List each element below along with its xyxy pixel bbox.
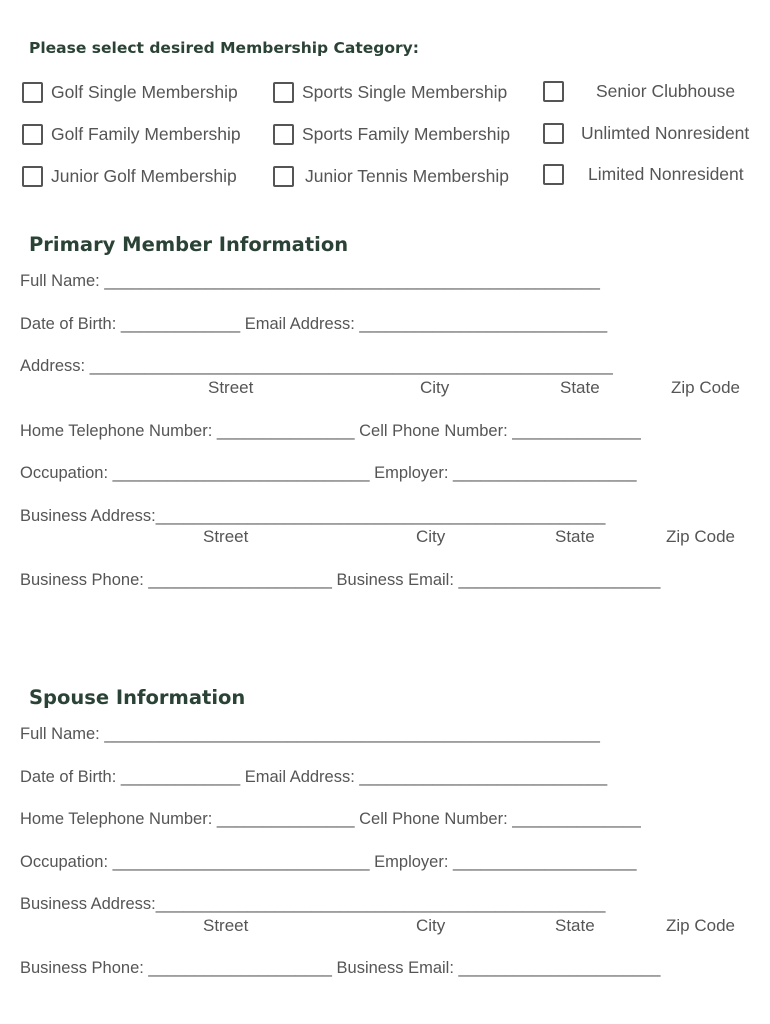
junior-golf-checkbox[interactable] (22, 166, 43, 187)
primary-address-zip-label: Zip Code (671, 378, 740, 397)
senior-clubhouse-checkbox[interactable] (543, 81, 564, 102)
junior-golf-option[interactable] (22, 163, 237, 189)
golf-single-option[interactable] (22, 79, 238, 105)
golf-single-label: Golf Single Membership (51, 81, 238, 102)
spouse-business-city-label: City (416, 916, 446, 935)
spouse-business-address-field[interactable]: Business Address:_________________________________________________ (20, 895, 606, 913)
sports-family-option[interactable] (273, 121, 510, 147)
sports-single-checkbox[interactable] (273, 82, 294, 103)
spouse-business-street-label: Street (203, 916, 249, 935)
limited-nonresident-option[interactable] (543, 161, 744, 187)
golf-family-option[interactable] (22, 121, 241, 147)
primary-business-street-label: Street (203, 527, 249, 546)
junior-tennis-label: Junior Tennis Membership (305, 165, 509, 186)
spouse-business-contact-field[interactable]: Business Phone: ____________________ Business Email: ______________________ (20, 959, 661, 977)
primary-full-name-field[interactable]: Full Name: ______________________________________________________ (20, 272, 600, 290)
primary-business-contact-field[interactable]: Business Phone: ____________________ Business Email: ______________________ (20, 571, 661, 589)
junior-golf-label: Junior Golf Membership (51, 165, 237, 186)
primary-business-zip-label: Zip Code (666, 527, 735, 546)
limited-nonresident-label: Limited Nonresident (588, 163, 744, 184)
golf-family-checkbox[interactable] (22, 124, 43, 145)
spouse-info-title: Spouse Information (29, 686, 246, 709)
sports-single-label: Sports Single Membership (302, 81, 508, 102)
primary-business-address-field[interactable]: Business Address:_________________________________________________ (20, 507, 606, 525)
primary-member-title: Primary Member Information (29, 233, 349, 256)
primary-address-field[interactable]: Address: _________________________________________________________ (20, 357, 613, 375)
golf-family-label: Golf Family Membership (51, 123, 241, 144)
unlimited-nonresident-option[interactable] (543, 120, 749, 146)
spouse-phones-field[interactable]: Home Telephone Number: _______________ Cell Phone Number: ______________ (20, 810, 641, 828)
primary-address-street-label: Street (208, 378, 254, 397)
junior-tennis-option[interactable] (273, 163, 509, 189)
sports-single-option[interactable] (273, 79, 507, 105)
limited-nonresident-checkbox[interactable] (543, 164, 564, 185)
primary-dob-email-field[interactable]: Date of Birth: _____________ Email Address: ___________________________ (20, 315, 608, 333)
membership-category-title: Please select desired Membership Category: (29, 39, 419, 57)
primary-phones-field[interactable]: Home Telephone Number: _______________ Cell Phone Number: ______________ (20, 422, 641, 440)
primary-business-city-label: City (416, 527, 446, 546)
primary-occupation-field[interactable]: Occupation: ____________________________ Employer: ____________________ (20, 464, 637, 482)
spouse-business-state-label: State (555, 916, 595, 935)
sports-family-checkbox[interactable] (273, 124, 294, 145)
spouse-full-name-field[interactable]: Full Name: ______________________________________________________ (20, 725, 600, 743)
unlimited-nonresident-checkbox[interactable] (543, 123, 564, 144)
primary-business-state-label: State (555, 527, 595, 546)
spouse-dob-email-field[interactable]: Date of Birth: _____________ Email Address: ___________________________ (20, 768, 608, 786)
junior-tennis-checkbox[interactable] (273, 166, 294, 187)
primary-address-state-label: State (560, 378, 600, 397)
golf-single-checkbox[interactable] (22, 82, 43, 103)
spouse-business-zip-label: Zip Code (666, 916, 735, 935)
primary-address-city-label: City (420, 378, 450, 397)
senior-clubhouse-label: Senior Clubhouse (596, 80, 736, 101)
unlimited-nonresident-label: Unlimted Nonresident (581, 122, 750, 143)
senior-clubhouse-option[interactable] (543, 78, 735, 104)
sports-family-label: Sports Family Membership (302, 123, 511, 144)
spouse-occupation-field[interactable]: Occupation: ____________________________ Employer: ____________________ (20, 853, 637, 871)
